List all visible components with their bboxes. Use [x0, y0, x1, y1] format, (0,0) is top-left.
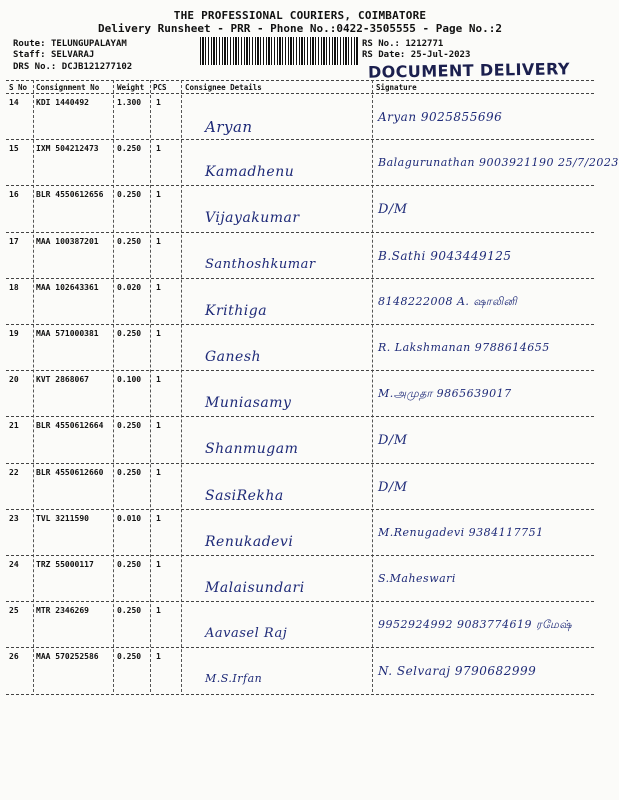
row-signature-handwriting: B.Sathi 9043449125 — [378, 248, 512, 263]
row-sno: 15 — [9, 144, 19, 154]
row-consignment-no: BLR 4550612664 — [36, 421, 104, 431]
row-weight: 0.250 — [117, 144, 142, 154]
row-consignment-no: KDI 1440492 — [36, 98, 89, 107]
route-line — [13, 39, 127, 49]
row-separator — [6, 555, 594, 556]
row-signature-handwriting: 8148222008 A. ஷாலினி — [378, 294, 518, 308]
col-header-weight: Weight — [117, 83, 145, 92]
row-weight: 0.250 — [117, 190, 142, 200]
row-separator — [6, 647, 594, 648]
row-signature-handwriting: Balagurunathan 9003921190 25/7/2023 — [378, 156, 619, 170]
row-signature-handwriting: 9952924992 9083774619 ரமேஷ் — [378, 618, 573, 632]
row-weight: 0.250 — [117, 236, 142, 246]
rs-date-label: RS Date: — [362, 50, 406, 60]
row-sno: 17 — [9, 236, 19, 246]
row-sno: 25 — [9, 606, 19, 616]
row-consignee-handwriting: Aryan — [205, 118, 253, 136]
row-sno: 20 — [9, 375, 19, 385]
row-sno: 18 — [9, 282, 19, 292]
staff-value: SELVARAJ — [50, 50, 95, 60]
col-header-consignment: Consignment No — [36, 83, 100, 92]
rs-date-line — [362, 50, 470, 60]
runsheet-subtitle: Delivery Runsheet - PRR - Phone No.:0422-3505555 - Page No.:2 — [98, 22, 502, 35]
row-sno: 14 — [9, 98, 19, 107]
col-divider — [150, 80, 151, 692]
row-sno: 21 — [9, 421, 19, 431]
row-consignee-handwriting: Aavasel Raj — [205, 626, 288, 642]
row-separator — [6, 139, 594, 140]
row-consignment-no: MAA 570252586 — [36, 652, 99, 662]
row-signature-handwriting: D/M — [378, 202, 408, 218]
company-title: THE PROFESSIONAL COURIERS, COIMBATORE — [173, 9, 427, 22]
row-signature-handwriting: R. Lakshmanan 9788614655 — [378, 341, 550, 354]
row-separator — [6, 694, 594, 695]
route-label: Route: — [13, 39, 46, 49]
rs-number-label: RS No.: — [362, 39, 400, 49]
row-sno: 23 — [9, 513, 19, 523]
row-pcs: 1 — [156, 467, 161, 477]
row-pcs: 1 — [156, 282, 161, 292]
row-pcs: 1 — [156, 421, 161, 431]
table-header-rule — [6, 93, 594, 94]
table-top-rule — [6, 80, 594, 81]
col-header-consignee: Consignee Details — [185, 83, 262, 92]
row-pcs: 1 — [156, 236, 161, 246]
row-signature-handwriting: M.Renugadevi 9384117751 — [378, 525, 544, 539]
drs-label: DRS No.: — [13, 62, 57, 72]
col-header-pcs: PCS — [153, 83, 167, 92]
row-separator — [6, 509, 594, 510]
row-weight: 0.100 — [117, 375, 142, 385]
staff-line — [13, 50, 94, 60]
row-consignment-no: MTR 2346269 — [36, 606, 89, 616]
row-sno: 16 — [9, 190, 19, 200]
row-consignment-no: TRZ 55000117 — [36, 560, 94, 569]
row-weight: 0.250 — [117, 560, 142, 569]
row-consignee-handwriting: Kamadhenu — [205, 164, 295, 181]
row-signature-handwriting: S.Maheswari — [378, 572, 456, 585]
row-consignee-handwriting: Vijayakumar — [205, 210, 300, 227]
row-sno: 26 — [9, 652, 19, 662]
row-weight: 0.250 — [117, 421, 142, 431]
row-weight: 0.250 — [117, 652, 142, 662]
row-sno: 24 — [9, 560, 19, 569]
row-signature-handwriting: D/M — [378, 479, 408, 495]
row-consignment-no: BLR 4550612656 — [36, 190, 104, 200]
col-header-sno: S No — [9, 83, 28, 92]
row-separator — [6, 324, 594, 325]
barcode — [200, 37, 358, 65]
row-separator — [6, 232, 594, 233]
row-consignee-handwriting: M.S.Irfan — [205, 672, 263, 686]
row-consignment-no: KVT 2868067 — [36, 375, 89, 385]
row-signature-handwriting: Aryan 9025855696 — [378, 110, 503, 124]
row-signature-handwriting: D/M — [378, 433, 408, 449]
col-divider — [181, 80, 182, 692]
row-consignment-no: IXM 504212473 — [36, 144, 99, 154]
row-separator — [6, 463, 594, 464]
route-value: TELUNGUPALAYAM — [50, 39, 127, 49]
row-consignment-no: TVL 3211590 — [36, 513, 89, 523]
row-sno: 19 — [9, 329, 19, 338]
row-separator — [6, 278, 594, 279]
rs-number-line — [362, 39, 443, 49]
row-separator — [6, 601, 594, 602]
row-weight: 1.300 — [117, 98, 142, 107]
drs-line — [13, 62, 132, 72]
row-pcs: 1 — [156, 652, 161, 662]
row-weight: 0.250 — [117, 606, 142, 616]
row-consignee-handwriting: Santhoshkumar — [205, 256, 316, 272]
row-pcs: 1 — [156, 98, 161, 107]
row-pcs: 1 — [156, 513, 161, 523]
staff-label: Staff: — [13, 50, 46, 60]
row-pcs: 1 — [156, 144, 161, 154]
row-consignment-no: MAA 571000381 — [36, 329, 99, 338]
row-consignment-no: BLR 4550612660 — [36, 467, 104, 477]
row-separator — [6, 370, 594, 371]
row-consignee-handwriting: SasiRekha — [205, 487, 284, 504]
row-separator — [6, 416, 594, 417]
row-weight: 0.250 — [117, 467, 142, 477]
row-pcs: 1 — [156, 329, 161, 338]
row-weight: 0.020 — [117, 282, 142, 292]
row-separator — [6, 185, 594, 186]
row-consignee-handwriting: Muniasamy — [205, 395, 292, 412]
row-consignment-no: MAA 100387201 — [36, 236, 99, 246]
drs-value: DCJB121277102 — [61, 62, 133, 72]
row-consignment-no: MAA 102643361 — [36, 282, 99, 292]
rs-number-value: 1212771 — [405, 39, 444, 49]
col-divider — [33, 80, 34, 692]
row-consignee-handwriting: Malaisundari — [205, 580, 305, 596]
row-pcs: 1 — [156, 375, 161, 385]
row-weight: 0.250 — [117, 329, 142, 338]
row-consignee-handwriting: Krithiga — [205, 302, 268, 319]
row-weight: 0.010 — [117, 513, 142, 523]
document-delivery-stamp: DOCUMENT DELIVERY — [367, 59, 571, 82]
row-consignee-handwriting: Renukadevi — [205, 533, 294, 550]
row-signature-handwriting: N. Selvaraj 9790682999 — [378, 664, 537, 679]
rs-date-value: 25-Jul-2023 — [410, 50, 471, 60]
row-sno: 22 — [9, 467, 19, 477]
row-consignee-handwriting: Ganesh — [205, 349, 262, 365]
row-pcs: 1 — [156, 560, 161, 569]
col-header-signature: Signature — [376, 83, 417, 92]
row-consignee-handwriting: Shanmugam — [205, 441, 299, 458]
col-divider — [372, 80, 373, 692]
col-divider — [113, 80, 114, 692]
row-signature-handwriting: M.அமுதா 9865639017 — [378, 387, 512, 401]
row-pcs: 1 — [156, 190, 161, 200]
row-pcs: 1 — [156, 606, 161, 616]
